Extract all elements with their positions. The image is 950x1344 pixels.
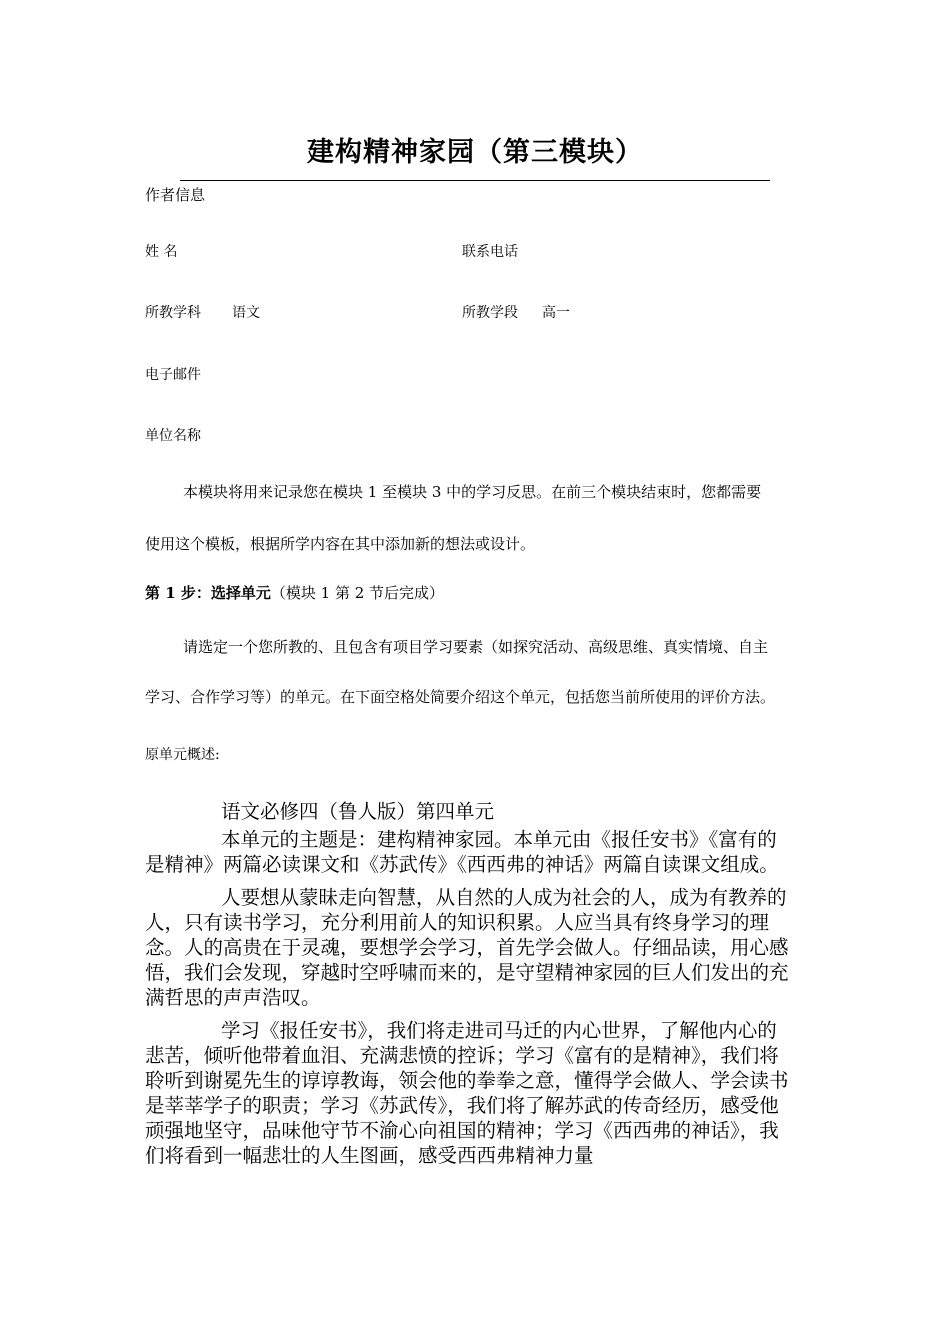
email-label: 电子邮件: [145, 367, 201, 383]
overview-paragraph-3: 学习《报任安书》，我们将走进司马迁的内心世界，了解他内心的悲苦，倾听他带着血泪、充满悲愤的控诉；学习《富有的是精神》，我们将聆听到谢冕先生的谆谆教诲，领会他的拳拳之意，懂得学会做人、学会读书是莘莘学子的职责；学习《苏武传》，我们将了解苏武的传奇经历，感受他顽强地坚守，品味他守节不渝心向祖国的精神；学习《西西弗的神话》，我们将看到一幅悲壮的人生图画，感受西西弗精神力量: [145, 1019, 789, 1167]
grade-label: 所教学段: [462, 305, 518, 321]
overview-paragraph-2: 人要想从蒙昧走向智慧，从自然的人成为社会的人，成为有教养的人，只有读书学习，充分利用前人的知识积累。人应当具有终身学习的理念。人的高贵在于灵魂，要想学会学习，首先学会做人。仔细品读，用心感悟，我们会发现，穿越时空呼啸而来的，是守望精神家园的巨人们发出的充满哲思的声声浩叹。: [145, 886, 789, 1009]
title-underline: [180, 180, 770, 181]
intro-line-1: 本模块将用来记录您在模块 1 至模块 3 中的学习反思。在前三个模块结束时，您都需要: [183, 483, 762, 501]
org-label: 单位名称: [145, 428, 201, 444]
step1-heading: [145, 582, 444, 603]
grade-value: 高一: [542, 305, 570, 321]
step1-instruction-line-1: 请选定一个您所教的、且包含有项目学习要素（如探究活动、高级思维、真实情境、自主: [183, 638, 769, 656]
step1-instruction-line-2: 学习、合作学习等）的单元。在下面空格处简要介绍这个单元，包括您当前所使用的评价方法。: [145, 688, 776, 706]
document-title: 建构精神家园（第三模块）: [307, 137, 643, 168]
phone-label: 联系电话: [462, 244, 518, 260]
author-info-heading: 作者信息: [145, 186, 206, 204]
unit-overview: [145, 799, 795, 1168]
step1-title: 第 1 步：选择单元: [145, 584, 271, 602]
intro-line-2: 使用这个模板，根据所学内容在其中添加新的想法或设计。: [145, 535, 536, 553]
overview-paragraph-1: 本单元的主题是：建构精神家园。本单元由《报任安书》《富有的是精神》两篇必读课文和《苏武传》《西西弗的神话》两篇自读课文组成。: [145, 828, 779, 876]
unit-title: 语文必修四（鲁人版）第四单元: [221, 800, 495, 823]
name-label: 姓 名: [145, 244, 178, 260]
step1-note: （模块 1 第 2 节后完成）: [270, 584, 445, 602]
subject-value: 语文: [232, 305, 260, 321]
subject-label: 所教学科: [145, 305, 201, 321]
overview-label: 原单元概述:: [145, 747, 220, 763]
